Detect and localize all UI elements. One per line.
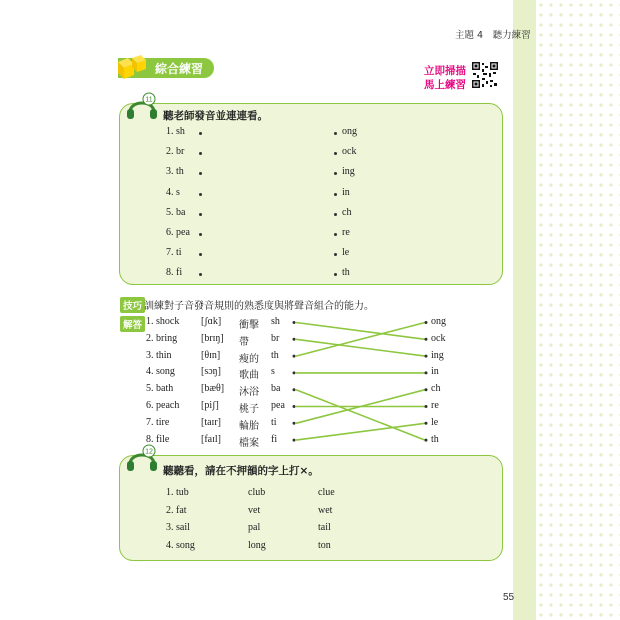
match-left-item: 6. pea bbox=[166, 227, 190, 238]
match-left-item: 1. sh bbox=[166, 126, 185, 137]
answer-word: 8. file bbox=[146, 433, 170, 445]
answer-rime: le bbox=[431, 416, 439, 428]
section-title: 綜合練習 bbox=[155, 62, 204, 76]
answer-dot bbox=[425, 405, 428, 408]
page-number: 55 bbox=[503, 592, 515, 603]
rhyme-word: vet bbox=[248, 504, 261, 516]
headphones-icon bbox=[124, 444, 160, 474]
answer-rime: ing bbox=[431, 349, 444, 361]
answer-dot bbox=[425, 439, 428, 442]
rhyme-word: long bbox=[248, 539, 266, 551]
match-left-item: 4. s bbox=[166, 186, 180, 198]
answer-ipa: [taɪr] bbox=[201, 416, 221, 428]
answer-onset: fi bbox=[271, 433, 278, 445]
track-number: 12 bbox=[145, 448, 153, 456]
answer-dot bbox=[425, 422, 428, 425]
answer-connector-line bbox=[296, 323, 425, 357]
rhyme-word: 1. tub bbox=[166, 487, 189, 498]
rhyme-word: ton bbox=[318, 539, 331, 551]
answer-chinese: 歌曲 bbox=[239, 370, 259, 382]
rhyme-word: tail bbox=[318, 522, 331, 533]
answer-dot bbox=[425, 338, 428, 341]
answer-word: 1. shock bbox=[146, 316, 180, 327]
match-left-item: 2. br bbox=[166, 146, 185, 158]
answer-connector-line bbox=[296, 390, 425, 440]
answer-connector-line bbox=[296, 339, 425, 356]
answer-dot bbox=[293, 371, 296, 374]
track-number: 11 bbox=[145, 96, 153, 104]
answer-onset: sh bbox=[271, 316, 280, 327]
answer-dot bbox=[293, 439, 296, 442]
answer-rime: th bbox=[431, 433, 439, 445]
answer-dot bbox=[293, 405, 296, 408]
rhyme-word: pal bbox=[248, 522, 261, 533]
match-left-item: 5. ba bbox=[166, 206, 186, 218]
answer-rime: in bbox=[431, 366, 439, 378]
match-right-item: th bbox=[342, 267, 350, 279]
answer-onset: ba bbox=[271, 383, 281, 395]
exercise2-title: 聽聽看，請在不押韻的字上打×。 bbox=[163, 465, 319, 477]
answer-word: 7. tire bbox=[146, 416, 170, 428]
answer-chinese: 瘦的 bbox=[239, 353, 259, 365]
answer-word: 3. thin bbox=[146, 349, 172, 361]
answer-chinese: 沐浴 bbox=[239, 387, 259, 399]
match-right-item: in bbox=[342, 186, 350, 198]
answer-dot bbox=[293, 422, 296, 425]
answer-chinese: 帶 bbox=[239, 336, 249, 348]
answer-dot bbox=[293, 338, 296, 341]
answer-rime: ock bbox=[431, 332, 446, 344]
answer-chinese: 檔案 bbox=[239, 437, 259, 449]
answer-dot bbox=[425, 321, 428, 324]
answer-dot bbox=[425, 355, 428, 358]
answer-ipa: [bæθ] bbox=[201, 383, 225, 395]
answer-onset: pea bbox=[271, 400, 285, 411]
match-left-item: 3. th bbox=[166, 166, 184, 178]
answer-dot bbox=[425, 371, 428, 374]
match-left-item: 8. fi bbox=[166, 267, 183, 279]
answer-rime: ong bbox=[431, 316, 446, 327]
answer-dot bbox=[293, 388, 296, 391]
answer-dot bbox=[425, 388, 428, 391]
answer-onset: ti bbox=[271, 416, 277, 428]
answer-ipa: [θɪn] bbox=[201, 349, 221, 361]
running-header: 主題 4 聽力練習 bbox=[455, 30, 531, 41]
match-right-item: ing bbox=[342, 166, 355, 178]
answer-ipa: [brɪŋ] bbox=[201, 332, 224, 344]
answer-onset: s bbox=[271, 366, 275, 378]
answer-label: 解答 bbox=[120, 316, 145, 332]
match-right-item: ch bbox=[342, 206, 352, 218]
answer-ipa: [ʃɑk] bbox=[201, 316, 222, 327]
rhyme-word: 3. sail bbox=[166, 522, 190, 533]
tip-label: 技巧 bbox=[120, 297, 145, 313]
rhyme-word: club bbox=[248, 487, 266, 498]
answer-word: 2. bring bbox=[146, 332, 178, 344]
answer-onset: th bbox=[271, 349, 279, 361]
answer-chinese: 輪胎 bbox=[239, 420, 259, 432]
answer-word: 4. song bbox=[146, 366, 175, 378]
answer-connector-line bbox=[296, 323, 425, 340]
tip-text: 訓練對子音發音規則的熟悉度與將聲音組合的能力。 bbox=[144, 301, 374, 312]
answer-rime: ch bbox=[431, 383, 441, 395]
answer-dot bbox=[293, 355, 296, 358]
answer-ipa: [piʃ] bbox=[201, 400, 219, 411]
match-right-item: le bbox=[342, 247, 350, 259]
exercise1-title: 聽老師發音並連連看。 bbox=[163, 110, 268, 122]
qr-label-line2: 馬上練習 bbox=[424, 79, 466, 91]
match-left-item: 7. ti bbox=[166, 247, 182, 259]
rhyme-word: clue bbox=[318, 487, 335, 498]
answer-ipa: [faɪl] bbox=[201, 433, 221, 445]
answer-rime: re bbox=[431, 400, 439, 411]
rhyme-word: 2. fat bbox=[166, 504, 187, 516]
match-right-item: ong bbox=[342, 126, 357, 137]
match-right-item: ock bbox=[342, 146, 357, 158]
rhyme-word: 4. song bbox=[166, 539, 195, 551]
answer-word: 6. peach bbox=[146, 400, 180, 411]
answer-chinese: 桃子 bbox=[239, 404, 259, 415]
rhyme-word: wet bbox=[318, 504, 333, 516]
answer-chinese: 衝擊 bbox=[239, 320, 259, 331]
answer-onset: br bbox=[271, 332, 280, 344]
answer-word: 5. bath bbox=[146, 383, 174, 395]
match-right-item: re bbox=[342, 227, 350, 238]
answer-dot bbox=[293, 321, 296, 324]
qr-label-line1: 立即掃描 bbox=[424, 65, 466, 77]
answer-ipa: [sɔŋ] bbox=[201, 366, 221, 378]
